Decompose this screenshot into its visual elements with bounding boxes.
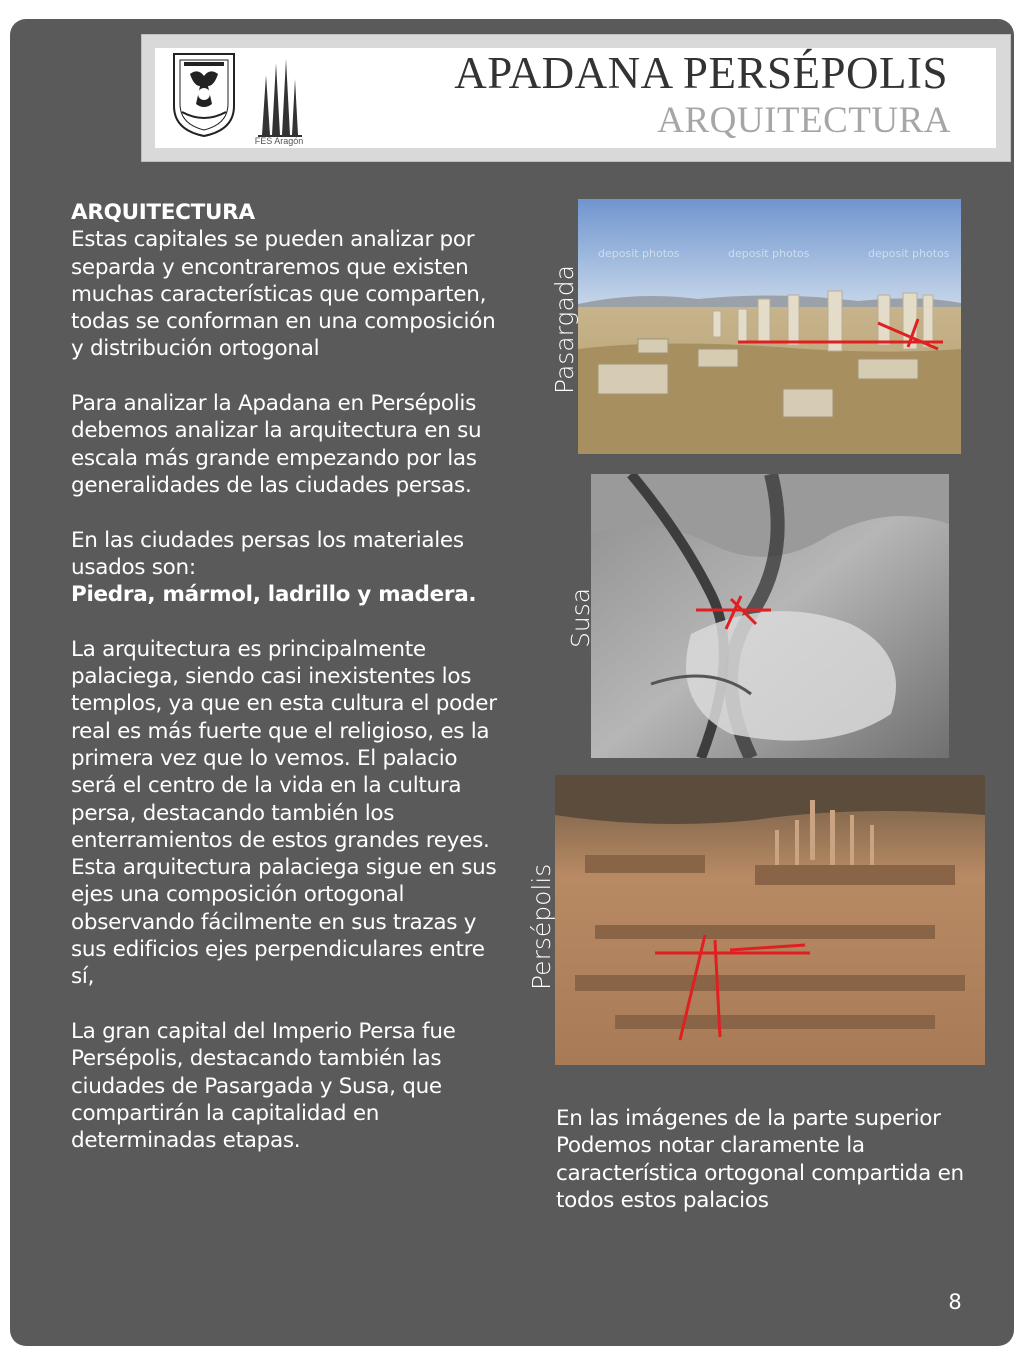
page-title: APADANA PERSÉPOLIS — [454, 48, 948, 98]
pasargada-photo — [578, 199, 961, 454]
image-caption: En las imágenes de la parte superior Podemos notar claramente la característica ortogonal compartida en todos estos palacios — [556, 1106, 964, 1213]
paragraph-3 — [71, 527, 501, 609]
svg-text:deposit photos: deposit photos — [598, 247, 680, 260]
paragraph-2: Para analizar la Apadana en Persépolis debemos analizar la arquitectura en su escala más grande empezando por las generalidades de las ciudades persas. — [71, 391, 482, 498]
persepolis-label: Persépolis — [527, 863, 556, 990]
body-text — [71, 199, 501, 1182]
paragraph-1: Estas capitales se pueden analizar por separda y encontraremos que existen muchas características que comparten, todas se conforman en una composición y distribución ortogonal — [71, 227, 496, 362]
persepolis-photo — [555, 775, 985, 1065]
page-subtitle: ARQUITECTURA — [657, 100, 951, 141]
paragraph-4: La arquitectura es principalmente palaciega, siendo casi inexistentes los templos, ya que en esta cultura el poder real es más fuerte que el religioso, es la primera vez que lo vemos. El palacio será el centro de la vida en la cultura persa, destacando también los enterramientos de estos grandes reyes. Esta arquitectura palaciega sigue en sus ejes una composición ortogonal observando fácilmente en sus trazas y sus edificios ejes perpendiculares entre sí, — [71, 636, 497, 990]
pasargada-label: Pasargada — [550, 265, 579, 394]
unam-seal-icon — [168, 50, 240, 138]
fes-aragon-logo-icon — [248, 55, 310, 149]
page-number: 8 — [948, 1290, 962, 1314]
svg-text:deposit photos: deposit photos — [728, 247, 810, 260]
fes-label: FES Aragón — [254, 136, 304, 146]
materials-list: Piedra, mármol, ladrillo y madera. — [71, 582, 477, 608]
susa-label: Susa — [566, 587, 595, 648]
paragraph-5: La gran capital del Imperio Persa fue Persépolis, destacando también las ciudades de Pasargada y Susa, que compartirán la capitalidad en determinadas etapas. — [71, 1018, 456, 1154]
section-heading: ARQUITECTURA — [71, 200, 255, 225]
paragraph-3-text: En las ciudades persas los materiales usados son: — [71, 527, 464, 580]
svg-text:deposit photos: deposit photos — [868, 247, 950, 260]
susa-photo — [591, 474, 949, 758]
